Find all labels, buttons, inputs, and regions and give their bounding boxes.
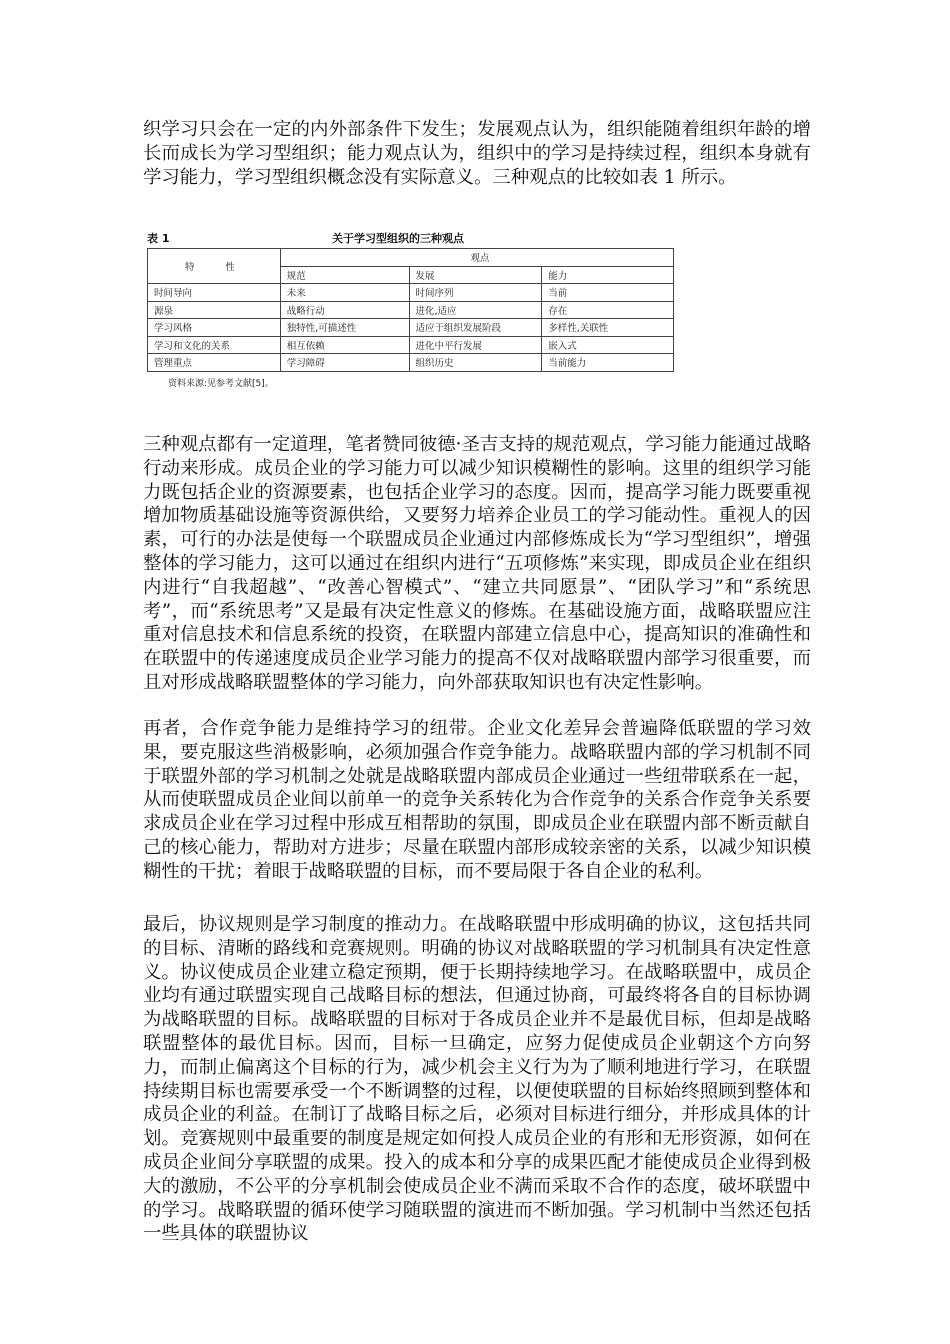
column-header: 发展 bbox=[409, 266, 542, 284]
row-feature: 管理重点 bbox=[148, 354, 281, 372]
column-header: 能力 bbox=[542, 266, 674, 284]
table-row bbox=[148, 301, 674, 319]
comparison-table bbox=[147, 248, 674, 372]
row-feature: 学习风格 bbox=[148, 319, 281, 337]
table-row bbox=[148, 284, 674, 302]
table-cell: 独特性,可描述性 bbox=[280, 319, 409, 337]
paragraph-2: 三种观点都有一定道理，笔者赞同彼德·圣吉支持的规范观点，学习能力能通过战略行动来形成。成员企业的学习能力可以减少知识模糊性的影响。这里的组织学习能力既包括企业的资源要素，也包括企业学习的态度。因而，提高学习能力既要重视增加物质基础设施等资源供给，又要努力培养企业员工的学习能动性。重视人的因素，可行的办法是使每一个联盟成员企业通过内部修炼成长为“学习型组织”，增强整体的学习能力，这可以通过在组织内进行“五项修炼”来实现，即成员企业在组织内进行“自我超越”、“改善心智模式”、“建立共同愿景”、“团队学习”和“系统思考”，而“系统思考”又是最有决定性意义的修炼。在基础设施方面，战略联盟应注重对信息技术和信息系统的投资，在联盟内部建立信息中心，提高知识的准确性和在联盟中的传递速度成员企业学习能力的提高不仅对战略联盟内部学习很重要，而且对形成战略联盟整体的学习能力，向外部获取知识也有决定性影响。 bbox=[143, 434, 811, 693]
table-cell: 进化,适应 bbox=[409, 301, 542, 319]
row-feature: 学习和文化的关系 bbox=[148, 336, 281, 354]
table-cell: 存在 bbox=[542, 301, 674, 319]
table-source-note: 资料来源:见参考文献[5]。 bbox=[168, 378, 274, 389]
table-cell: 学习障碍 bbox=[280, 354, 409, 372]
header-group: 观点 bbox=[280, 249, 673, 267]
table-cell: 当前 bbox=[542, 284, 674, 302]
paragraph-4: 最后，协议规则是学习制度的推动力。在战略联盟中形成明确的协议，这包括共同的目标、清晰的路线和竞赛规则。明确的协议对战略联盟的学习机制具有决定性意义。协议使成员企业建立稳定预期，便于长期持续地学习。在战略联盟中，成员企业均有通过联盟实现自己战略目标的想法，但通过协商，可最终将各自的目标协调为战略联盟的目标。战略联盟的目标对于各成员企业并不是最优目标，但却是战略联盟整体的最优目标。因而，目标一旦确定，应努力促使成员企业朝这个方向努力，而制止偏离这个目标的行为，减少机会主义行为为了顺利地进行学习，在联盟持续期目标也需要承受一个不断调整的过程，以便使联盟的目标始终照顾到整体和成员企业的利益。在制订了战略目标之后，必须对目标进行细分，并形成具体的计划。竞赛规则中最重要的制度是规定如何投人成员企业的有形和无形资源，如何在成员企业间分享联盟的成果。投入的成本和分享的成果匹配才能使成员企业得到极大的激励，不公平的分享机制会使成员企业不满而采取不合作的态度，破坏联盟中的学习。战略联盟的循环使学习随联盟的演进而不断加强。学习机制中当然还包括一些具体的联盟协议 bbox=[143, 914, 811, 1245]
table-cell: 战略行动 bbox=[280, 301, 409, 319]
table-cell: 进化中平行发展 bbox=[409, 336, 542, 354]
row-feature: 时间导向 bbox=[148, 284, 281, 302]
paragraph-1: 织学习只会在一定的内外部条件下发生；发展观点认为，组织能随着组织年龄的增长而成长为学习型组织；能力观点认为，组织中的学习是持续过程，组织本身就有学习能力，学习型组织概念没有实际意义。三种观点的比较如表 1 所示。 bbox=[143, 119, 811, 188]
column-header: 规范 bbox=[280, 266, 409, 284]
table-cell: 多样性,关联性 bbox=[542, 319, 674, 337]
table-row bbox=[148, 319, 674, 337]
row-feature: 源泉 bbox=[148, 301, 281, 319]
table-cell: 当前能力 bbox=[542, 354, 674, 372]
table-cell: 时间序列 bbox=[409, 284, 542, 302]
header-feature: 特 性 bbox=[148, 249, 281, 284]
table-cell: 相互依赖 bbox=[280, 336, 409, 354]
paragraph-3: 再者，合作竞争能力是维持学习的纽带。企业文化差异会普遍降低联盟的学习效果，要克服这些消极影响，必须加强合作竞争能力。战略联盟内部的学习机制不同于联盟外部的学习机制之处就是战略联盟内部成员企业通过一些纽带联系在一起，从而使联盟成员企业间以前单一的竞争关系转化为合作竞争的关系合作竞争关系要求成员企业在学习过程中形成互相帮助的氛围，即成员企业在联盟内部不断贡献自己的核心能力，帮助对方进步；尽量在联盟内部形成较亲密的关系，以减少知识模糊性的干扰；着眼于战略联盟的目标，而不要局限于各自企业的私利。 bbox=[143, 718, 811, 882]
table-1 bbox=[145, 228, 677, 389]
table-label: 表 1 bbox=[147, 232, 170, 245]
table-row bbox=[148, 336, 674, 354]
table-cell: 组织历史 bbox=[409, 354, 542, 372]
table-row bbox=[148, 354, 674, 372]
table-cell: 适应于组织发展阶段 bbox=[409, 319, 542, 337]
table-title: 关于学习型组织的三种观点 bbox=[332, 232, 464, 245]
table-header bbox=[145, 228, 677, 248]
table-cell: 未来 bbox=[280, 284, 409, 302]
table-cell: 嵌入式 bbox=[542, 336, 674, 354]
